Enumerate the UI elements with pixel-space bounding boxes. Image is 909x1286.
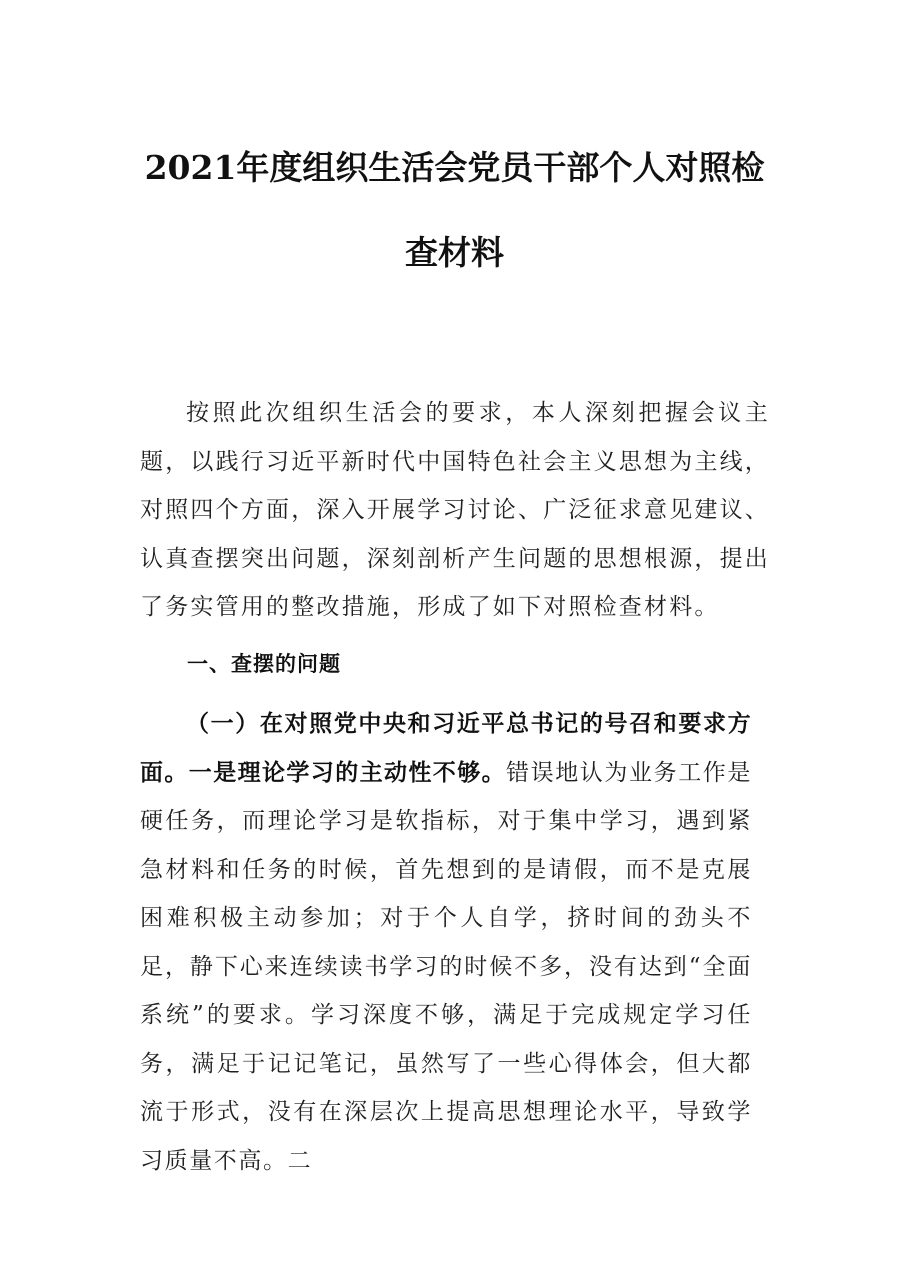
document-title-line-2: 查材料 (405, 233, 504, 272)
paragraph-bold-lead: （一）在对照党中央和习近平总书记的号召和要求方面。一是理论学习的主动性不够。 (140, 711, 752, 786)
document-title-line-1: 2021年度组织生活会党员干部个人对照检 (144, 148, 765, 187)
intro-paragraph: 按照此次组织生活会的要求，本人深刻把握会议主题，以践行习近平新时代中国特色社会主义思想为主线，对照四个方面，深入开展学习讨论、广泛征求意见建议、认真查摆突出问题，深刻剖析产生问题的思想根源，提出了务实管用的整改措施，形成了如下对照检查材料。 (140, 400, 770, 620)
section-paragraph-1 (140, 700, 752, 1185)
section-heading-problems: 一、查摆的问题 (187, 652, 341, 676)
paragraph-body-text: 错误地认为业务工作是硬任务，而理论学习是软指标，对于集中学习，遇到紧急材料和任务的时候，首先想到的是请假，而不是克展困难积极主动参加；对于个人自学，挤时间的劲头不足，静下心来连续读书学习的时候不多，没有达到“全面系统”的要求。学习深度不够，满足于完成规定学习任务，满足于记记笔记，虽然写了一些心得体会，但大都流于形式，没有在深层次上提高思想理论水平，导致学习质量不高。二 (140, 759, 752, 1174)
